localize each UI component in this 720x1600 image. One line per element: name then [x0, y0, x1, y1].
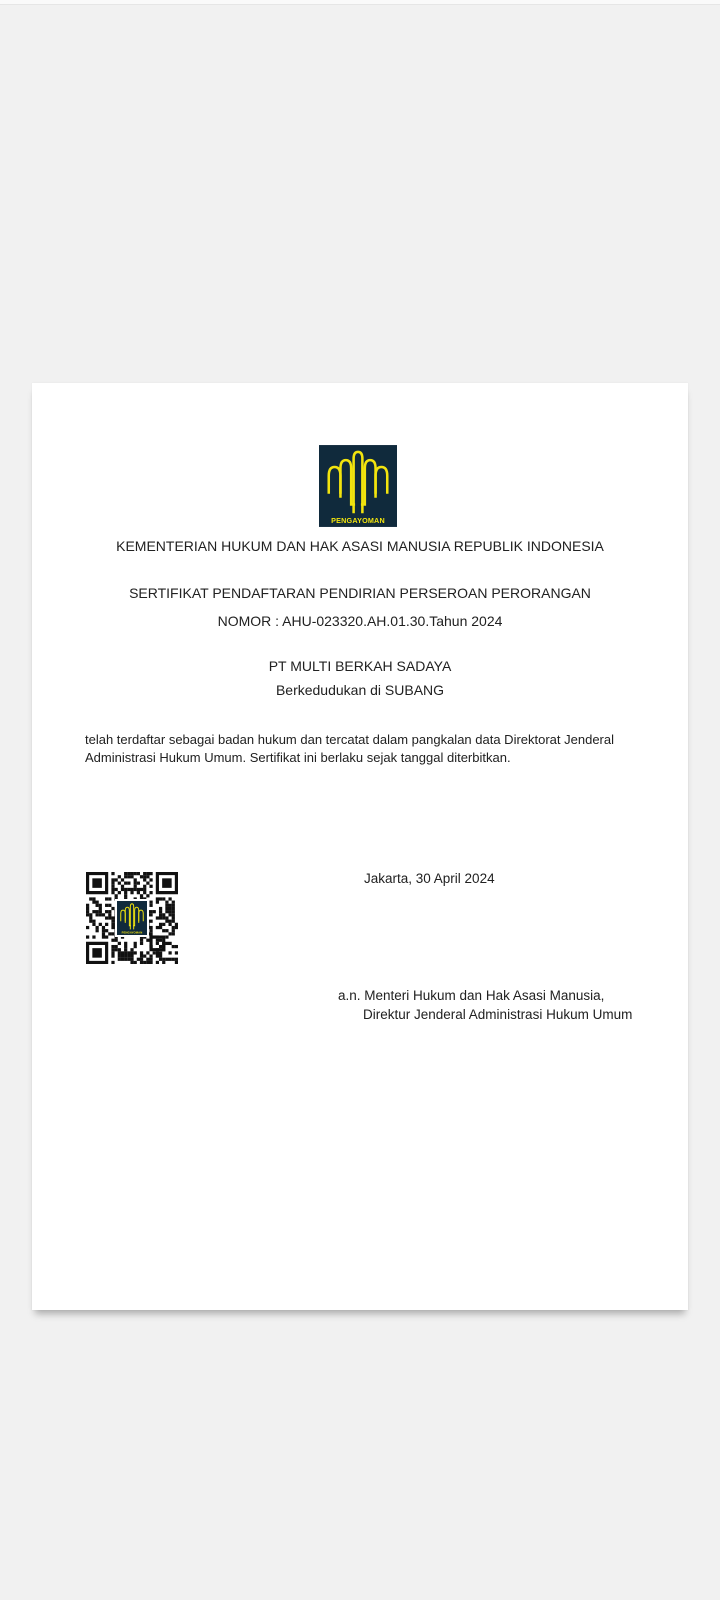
kemenkumham-logo	[319, 445, 397, 527]
qr-center-logo	[117, 901, 147, 935]
registration-statement-line-2: Administrasi Hukum Umum. Sertifikat ini berlaku sejak tanggal diterbitkan.	[85, 750, 511, 765]
certificate-page	[32, 383, 688, 1310]
certificate-title: SERTIFIKAT PENDAFTARAN PENDIRIAN PERSEROAN PERORANGAN	[129, 585, 591, 601]
verification-qr-code	[86, 872, 178, 964]
company-name: PT MULTI BERKAH SADAYA	[268, 658, 452, 674]
signature-on-behalf: a.n. Menteri Hukum dan Hak Asasi Manusia,	[338, 988, 605, 1003]
signature-block	[338, 986, 632, 1024]
viewport-top-edge	[0, 0, 720, 5]
registration-statement-line-1: telah terdaftar sebagai badan hukum dan tercatat dalam pangkalan data Direktorat Jenderal	[85, 732, 615, 747]
company-domicile: Berkedudukan di SUBANG	[275, 682, 445, 698]
registration-statement	[85, 731, 645, 767]
issue-date: Jakarta, 30 April 2024	[364, 871, 495, 886]
ministry-name: KEMENTERIAN HUKUM DAN HAK ASASI MANUSIA REPUBLIK INDONESIA	[116, 538, 604, 554]
signature-official-title: Direktur Jenderal Administrasi Hukum Umum	[363, 1007, 633, 1022]
certificate-number: NOMOR : AHU-023320.AH.01.30.Tahun 2024	[217, 613, 503, 629]
